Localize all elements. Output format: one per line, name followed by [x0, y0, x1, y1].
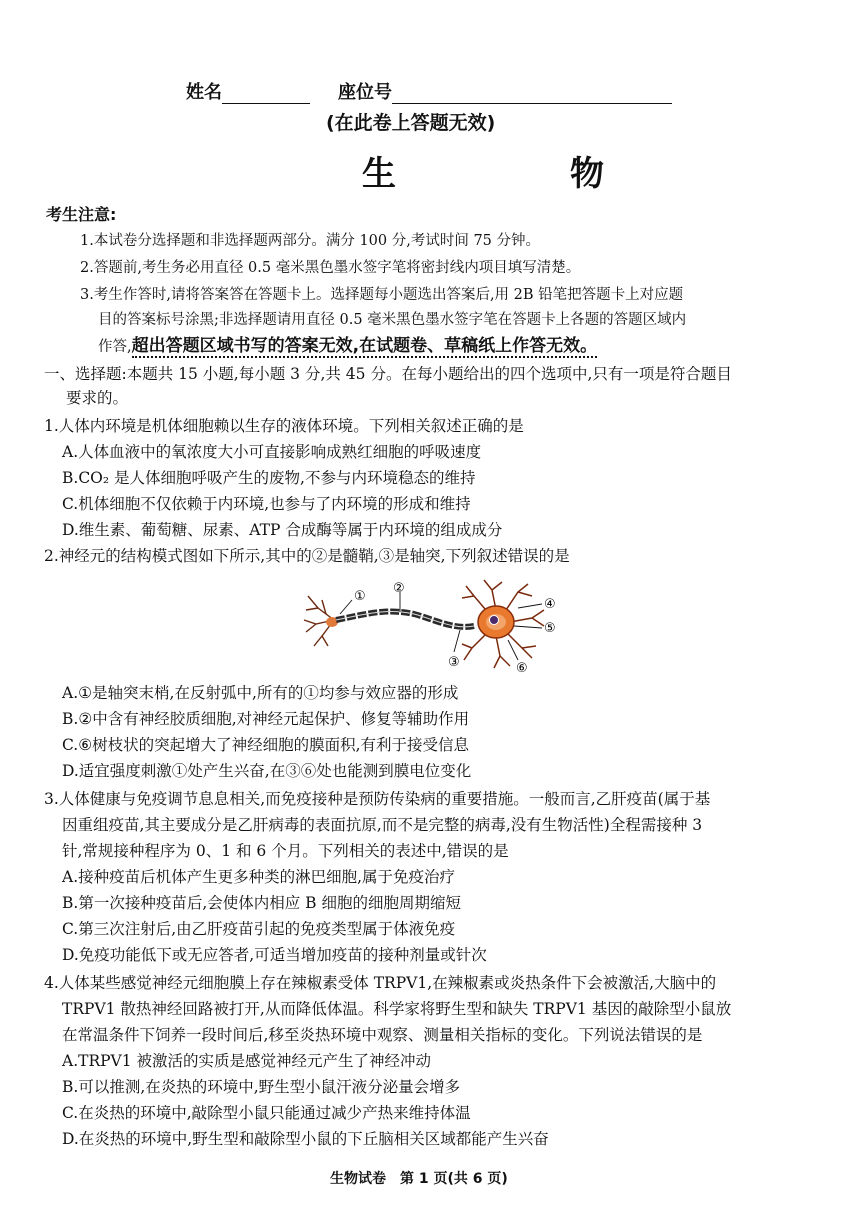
q4-stem-line-1: 4.人体某些感觉神经元细胞膜上存在辣椒素受体 TRPV1,在辣椒素或炎热条件下会被激活,大脑中的: [44, 974, 717, 992]
myelin-sheath: [336, 612, 474, 627]
notice-item-1: 1.本试卷分选择题和非选择题两部分。满分 100 分,考试时间 75 分钟。: [80, 233, 541, 249]
name-label: 姓名: [186, 82, 222, 103]
q1-option-a: A.人体血液中的氧浓度大小可直接影响成熟红细胞的呼吸速度: [62, 443, 482, 461]
notice-item-3-line-3: [98, 333, 597, 360]
label-4: ④: [544, 597, 556, 612]
invalid-note: (在此卷上答题无效): [326, 112, 496, 134]
nucleus: [490, 616, 499, 625]
name-field: [186, 78, 310, 104]
q3-stem-line-3: 针,常规接种程序为 0、1 和 6 个月。下列相关的表述中,错误的是: [62, 842, 509, 860]
q2-option-d: D.适宜强度刺激①处产生兴奋,在③⑥处也能测到膜电位变化: [62, 762, 472, 780]
label-3: ③: [448, 655, 460, 670]
q3-option-d: D.免疫功能低下或无应答者,可适当增加疫苗的接种剂量或针次: [62, 946, 487, 964]
q1-option-b: B.CO₂ 是人体细胞呼吸产生的废物,不参与内环境稳态的维持: [62, 469, 476, 487]
neuron-diagram: [296, 574, 576, 676]
label-1: ①: [354, 589, 366, 604]
seat-field: [338, 78, 672, 104]
page-title: 生 物: [362, 154, 674, 194]
name-blank: [222, 85, 310, 104]
notice-item-3-line-2: 目的答案标号涂黑;非选择题请用直径 0.5 毫米黑色墨水签字笔在答题卡上各题的答题区域内: [98, 312, 687, 328]
notice-heading: 考生注意:: [46, 205, 117, 224]
q4-option-c: C.在炎热的环境中,敲除型小鼠只能通过减少产热来维持体温: [62, 1104, 471, 1122]
q4-stem-line-2: TRPV1 散热神经回路被打开,从而降低体温。科学家将野生型和缺失 TRPV1 基因的敲除型小鼠放: [62, 1000, 732, 1018]
q4-option-b: B.可以推测,在炎热的环境中,野生型小鼠汗液分泌量会增多: [62, 1078, 461, 1096]
q3-option-a: A.接种疫苗后机体产生更多种类的淋巴细胞,属于免疫治疗: [62, 868, 456, 886]
q1-option-d: D.维生素、葡萄糖、尿素、ATP 合成酶等属于内环境的组成成分: [62, 521, 503, 539]
section-1-line-2: 要求的。: [66, 389, 129, 407]
notice-item-2: 2.答题前,考生务必用直径 0.5 毫米黑色墨水签字笔将密封线内项目填写清楚。: [80, 260, 581, 276]
q3-option-b: B.第一次接种疫苗后,会使体内相应 B 细胞的细胞周期缩短: [62, 894, 461, 912]
q4-option-d: D.在炎热的环境中,野生型和敲除型小鼠的下丘脑相关区域都能产生兴奋: [62, 1130, 549, 1148]
section-1-line-1: 一、选择题:本题共 15 小题,每小题 3 分,共 45 分。在每小题给出的四个选项中,只有一项是符合题目: [44, 365, 732, 383]
label-2: ②: [393, 581, 405, 596]
q1-stem: 1.人体内环境是机体细胞赖以生存的液体环境。下列相关叙述正确的是: [44, 417, 524, 435]
notice-emphasis: 超出答题区域书写的答案无效,在试题卷、草稿纸上作答无效。: [131, 336, 598, 356]
notice-item-3-prefix: 作答,: [98, 339, 132, 355]
q2-stem: 2.神经元的结构模式图如下所示,其中的②是髓鞘,③是轴突,下列叙述错误的是: [44, 547, 570, 565]
notice-item-3-line-1: 3.考生作答时,请将答案答在答题卡上。选择题每小题选出答案后,用 2B 铅笔把答题卡上对应题: [80, 287, 684, 303]
q3-stem-line-2: 因重组疫苗,其主要成分是乙肝病毒的表面抗原,而不是完整的病毒,没有生物活性)全程需接种 3: [62, 816, 703, 834]
q2-option-c: C.⑥树枝状的突起增大了神经细胞的膜面积,有利于接受信息: [62, 736, 470, 754]
q4-option-a: A.TRPV1 被激活的实质是感觉神经元产生了神经冲动: [62, 1052, 432, 1070]
seat-label: 座位号: [338, 82, 392, 103]
label-6: ⑥: [516, 661, 528, 676]
page-footer: 生物试卷 第 1 页(共 6 页): [330, 1171, 508, 1187]
seat-blank: [392, 85, 672, 104]
q2-option-a: A.①是轴突末梢,在反射弧中,所有的①均参与效应器的形成: [62, 684, 459, 702]
q2-option-b: B.②中含有神经胶质细胞,对神经元起保护、修复等辅助作用: [62, 710, 470, 728]
q1-option-c: C.机体细胞不仅依赖于内环境,也参与了内环境的形成和维持: [62, 495, 471, 513]
label-5: ⑤: [544, 621, 556, 636]
q3-option-c: C.第三次注射后,由乙肝疫苗引起的免疫类型属于体液免疫: [62, 920, 456, 938]
q3-stem-line-1: 3.人体健康与免疫调节息息相关,而免疫接种是预防传染病的重要措施。一般而言,乙肝疫苗(属于基: [44, 790, 711, 808]
q4-stem-line-3: 在常温条件下饲养一段时间后,移至炎热环境中观察、测量相关指标的变化。下列说法错误的是: [62, 1026, 703, 1044]
